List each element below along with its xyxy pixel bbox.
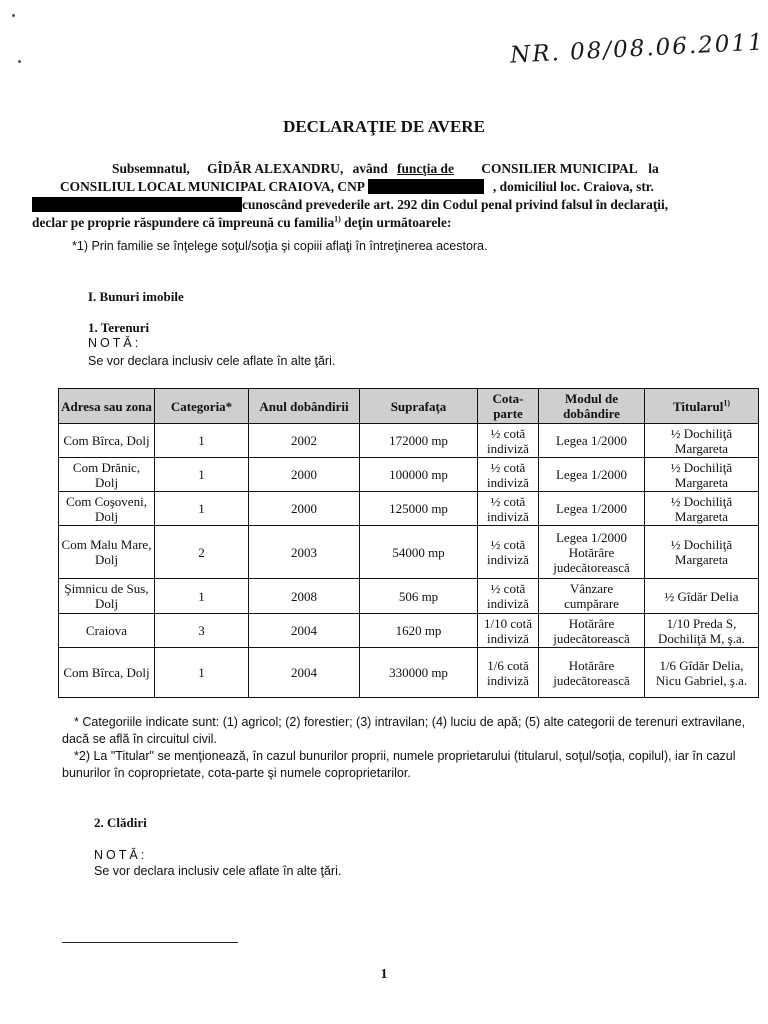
cell-titular: ½ Dochiliţă Margareta [645, 492, 759, 526]
scan-speck [18, 60, 21, 63]
col-header-adresa: Adresa sau zona [59, 389, 155, 424]
intro-consiliul: CONSILIUL LOCAL MUNICIPAL CRAIOVA, CNP [60, 179, 365, 194]
cell-anul: 2000 [249, 492, 360, 526]
cell-cota: ½ cotă indiviză [478, 579, 539, 614]
cell-cota: ½ cotă indiviză [478, 492, 539, 526]
cell-titular: ½ Dochiliţă Margareta [645, 424, 759, 458]
cell-cota: ½ cotă indiviză [478, 458, 539, 492]
cell-adresa: Com Malu Mare, Dolj [59, 526, 155, 579]
titular-footnote: *2) La "Titular" se menţionează, în cazul bunurilor proprii, numele proprietarului (titularul, soţul/soţia, copilul), iar în cazul bunurilor în coproprietate, cota-parte şi numele coproprietarilor. [62, 749, 736, 780]
intro-line-1 [60, 160, 760, 178]
cell-anul: 2008 [249, 579, 360, 614]
cell-titular: ½ Gîdăr Delia [645, 579, 759, 614]
cell-cota: ½ cotă indiviză [478, 526, 539, 579]
footnote-separator [62, 942, 238, 943]
family-footnote: *1) Prin familie se înţelege soţul/soţia şi copiii aflaţi în întreţinerea acestora. [72, 239, 488, 253]
intro-subsemnatul: Subsemnatul, [112, 161, 190, 176]
table-row [59, 526, 759, 579]
cell-categoria: 3 [155, 614, 249, 648]
cell-adresa: Craiova [59, 614, 155, 648]
redacted-address [32, 197, 242, 212]
subsection-cladiri-heading: 2. Clădiri [94, 815, 147, 830]
cell-categoria: 1 [155, 648, 249, 698]
redacted-cnp [368, 179, 484, 194]
cell-suprafata: 100000 mp [360, 458, 478, 492]
cell-titular: 1/6 Gîdăr Delia, Nicu Gabriel, ş.a. [645, 648, 759, 698]
document-title: DECLARAŢIE DE AVERE [283, 117, 485, 136]
intro-detin: deţin următoarele: [340, 215, 452, 230]
table-row [59, 579, 759, 614]
cell-anul: 2004 [249, 614, 360, 648]
cell-adresa: Com Bîrca, Dolj [59, 648, 155, 698]
scan-speck [12, 14, 15, 17]
cladiri-nota-label: NOTĂ: [94, 848, 148, 862]
intro-line-3 [60, 196, 760, 214]
cladiri-nota-text: Se vor declara inclusiv cele aflate în alte ţări. [94, 864, 342, 878]
declarant-name: GÎDĂR ALEXANDRU, [207, 161, 344, 176]
cell-adresa: Com Drănic, Dolj [59, 458, 155, 492]
cell-modul: Legea 1/2000 [539, 458, 645, 492]
cell-suprafata: 172000 mp [360, 424, 478, 458]
cell-cota: 1/6 cotă indiviză [478, 648, 539, 698]
declarant-role: CONSILIER MUNICIPAL [481, 161, 637, 176]
intro-la: la [648, 161, 659, 176]
cell-categoria: 1 [155, 424, 249, 458]
cell-titular: 1/10 Preda S, Dochiliţă M, ş.a. [645, 614, 759, 648]
cell-anul: 2000 [249, 458, 360, 492]
col-header-titularul-sup: 1) [723, 398, 730, 408]
table-row [59, 424, 759, 458]
page-number: 1 [380, 967, 388, 982]
cell-anul: 2004 [249, 648, 360, 698]
intro-footnote-marker: 1) [334, 214, 341, 224]
cell-cota: 1/10 cotă indiviză [478, 614, 539, 648]
intro-cunoscand: cunoscând prevederile art. 292 din Codul penal privind falsul în declaraţii, [242, 197, 669, 212]
intro-domiciliul: , domiciliul loc. Craiova, str. [492, 179, 654, 194]
col-header-suprafata: Suprafaţa [360, 389, 478, 424]
cell-modul: Legea 1/2000 Hotărâre judecătorească [539, 526, 645, 579]
col-header-cota: Cota-parte [478, 389, 539, 424]
table-row [59, 648, 759, 698]
declaration-intro [32, 160, 760, 232]
terenuri-nota-text: Se vor declara inclusiv cele aflate în alte ţări. [88, 354, 336, 368]
cell-cota: ½ cotă indiviză [478, 424, 539, 458]
cell-categoria: 1 [155, 492, 249, 526]
cell-suprafata: 1620 mp [360, 614, 478, 648]
col-header-titularul-label: Titularul [672, 398, 724, 414]
cell-titular: ½ Dochiliţă Margareta [645, 458, 759, 492]
subsection-terenuri-heading: 1. Terenuri [88, 320, 150, 335]
categories-footnote: * Categoriile indicate sunt: (1) agricol; (2) forestier; (3) intravilan; (4) luciu de apă; (5) alte categorii de terenuri extravilane, dacă se află în circuitul civil. [62, 715, 746, 746]
cell-categoria: 1 [155, 579, 249, 614]
cell-suprafata: 54000 mp [360, 526, 478, 579]
cell-anul: 2003 [249, 526, 360, 579]
intro-functia: funcţia de [397, 161, 454, 176]
cell-categoria: 1 [155, 458, 249, 492]
table-header-row [59, 389, 759, 424]
handwritten-registration-number: NR. 08/08.06.2011 [509, 29, 766, 69]
cell-modul: Hotărâre judecătorească [539, 648, 645, 698]
cell-modul: Legea 1/2000 [539, 492, 645, 526]
table-row [59, 458, 759, 492]
intro-line-4 [32, 214, 760, 232]
intro-declar: declar pe proprie răspundere că împreună cu familia [32, 215, 335, 230]
cell-adresa: Şimnicu de Sus, Dolj [59, 579, 155, 614]
cell-suprafata: 330000 mp [360, 648, 478, 698]
cell-adresa: Com Coşoveni, Dolj [59, 492, 155, 526]
table-row [59, 492, 759, 526]
cell-titular: ½ Dochiliţă Margareta [645, 526, 759, 579]
cell-modul: Hotărâre judecătorească [539, 614, 645, 648]
cell-suprafata: 506 mp [360, 579, 478, 614]
intro-line-2 [60, 178, 760, 196]
cell-anul: 2002 [249, 424, 360, 458]
cell-modul: Legea 1/2000 [539, 424, 645, 458]
cell-categoria: 2 [155, 526, 249, 579]
table-row [59, 614, 759, 648]
col-header-modul: Modul de dobândire [539, 389, 645, 424]
col-header-categoria: Categoria* [155, 389, 249, 424]
terenuri-nota-label: NOTĂ: [88, 336, 142, 350]
intro-avand: având [352, 161, 388, 176]
terenuri-table [58, 388, 759, 698]
cell-suprafata: 125000 mp [360, 492, 478, 526]
col-header-anul: Anul dobândirii [249, 389, 360, 424]
cell-modul: Vânzare cumpărare [539, 579, 645, 614]
col-header-titularul [645, 389, 759, 424]
cell-adresa: Com Bîrca, Dolj [59, 424, 155, 458]
section-bunuri-imobile-heading: I. Bunuri imobile [88, 289, 184, 304]
